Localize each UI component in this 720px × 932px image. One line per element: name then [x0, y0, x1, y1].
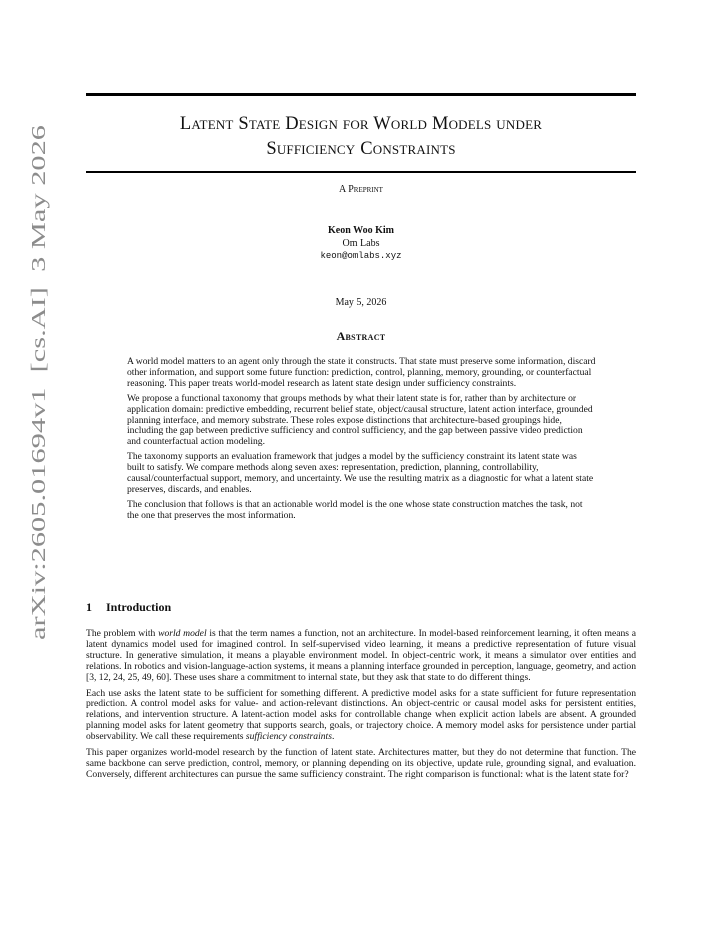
abstract-paragraph: The conclusion that follows is that an actionable world model is the one whose state construction matches the task, not the one that preserves the most information.	[127, 498, 583, 521]
paper-title	[86, 112, 636, 162]
arxiv-sidebar-stamp	[4, 120, 64, 680]
body-paragraph	[86, 629, 636, 684]
section-heading-introduction	[86, 600, 636, 615]
title-bottom-rule	[86, 171, 636, 173]
abstract-paragraph: We propose a functional taxonomy that groups methods by what their latent state is for, rather than by architecture or application domain: predictive embedding, recurrent belief state, object/causal structure, latent action interface, grounded planning interface, and memory substrate. These roles expose distinctions that architecture-based groupings hide, including the gap between predictive sufficiency and control sufficiency, and the gap between passive video prediction and counterfactual action modeling.	[127, 392, 593, 448]
title-line-1: Latent State Design for World Models under	[179, 114, 543, 134]
text-run: .	[331, 731, 335, 743]
section-title: Introduction	[106, 600, 172, 614]
emphasis-term: sufficiency constraints	[245, 731, 332, 743]
abstract-paragraph: The taxonomy supports an evaluation framework that judges a model by the sufficiency constraint its latent state was built to satisfy. We compare methods along seven axes: representation, prediction, planning, controllability, causal/counterfactual support, memory, and uncertainty. We use the resulting matrix as a diagnostic for what a latent state preserves, discards, and enables.	[127, 451, 594, 495]
paper-date: May 5, 2026	[335, 297, 387, 308]
arxiv-identifier: arXiv:2605.01694v1 [cs.AI] 3 May 2026	[29, 309, 50, 640]
emphasis-term: world model	[158, 628, 207, 639]
author-email[interactable]: keon@omlabs.xyz	[320, 251, 402, 261]
text-run: Each use asks the latent state to be sufficient for something different. A predictive model asks for a state sufficient for future representation prediction. A control model asks for value- and action-relevant distinctions. An object-centric or causal model asks for persistent entities, relations, and intervention structure. A latent-action model asks for controllable change when explicit action labels are absent. A grounded planning model asks for latent geometry that supports search, goals, or trajectory choice. A memory model asks for persistence under partial observability. We call these requirements	[86, 687, 636, 743]
abstract-body	[127, 357, 596, 526]
author-block	[86, 225, 636, 263]
section-number: 1	[86, 600, 92, 614]
title-line-2: Sufficiency Constraints	[266, 139, 456, 159]
title-top-rule	[86, 93, 636, 96]
author-name: Keon Woo Kim	[328, 225, 394, 236]
author-affiliation: Om Labs	[342, 237, 380, 249]
abstract-heading: Abstract	[336, 329, 386, 343]
introduction-body	[86, 629, 636, 786]
text-run: The problem with	[86, 628, 159, 639]
body-paragraph: This paper organizes world-model research by the function of latent state. Architectures matter, but they do not determine that function. The same backbone can serve prediction, control, memory, or planning depending on its objective, update rule, grounding signal, and evaluation. Conversely, different architectures can pursue the same sufficiency constraint. The right comparison is functional: what is the latent state for?	[86, 747, 636, 780]
text-run: is that the term names a function, not an architecture. In model-based reinforcement learning, it often means a latent dynamics model used for imagined control. In self-supervised video learning, it means a predictive representation of future visual structure. In generative simulation, it means a playable environment model. In object-centric work, it means a simulator over entities and relations. In robotics and vision-language-action systems, it means a planning interface grounded in perception, language, geometry, and action [3, 12, 24, 25, 49, 60]. These uses share a commitment to internal state, but they ask that state to do different things.	[86, 628, 636, 683]
preprint-label: A Preprint	[339, 184, 383, 195]
body-paragraph	[86, 689, 636, 744]
abstract-paragraph: A world model matters to an agent only through the state it constructs. That state must preserve some information, discard other information, and support some future function: prediction, control, planning, memory, grounding, or counterfactual reasoning. This paper treats world-model research as latent state design under sufficiency constraints.	[127, 356, 596, 389]
